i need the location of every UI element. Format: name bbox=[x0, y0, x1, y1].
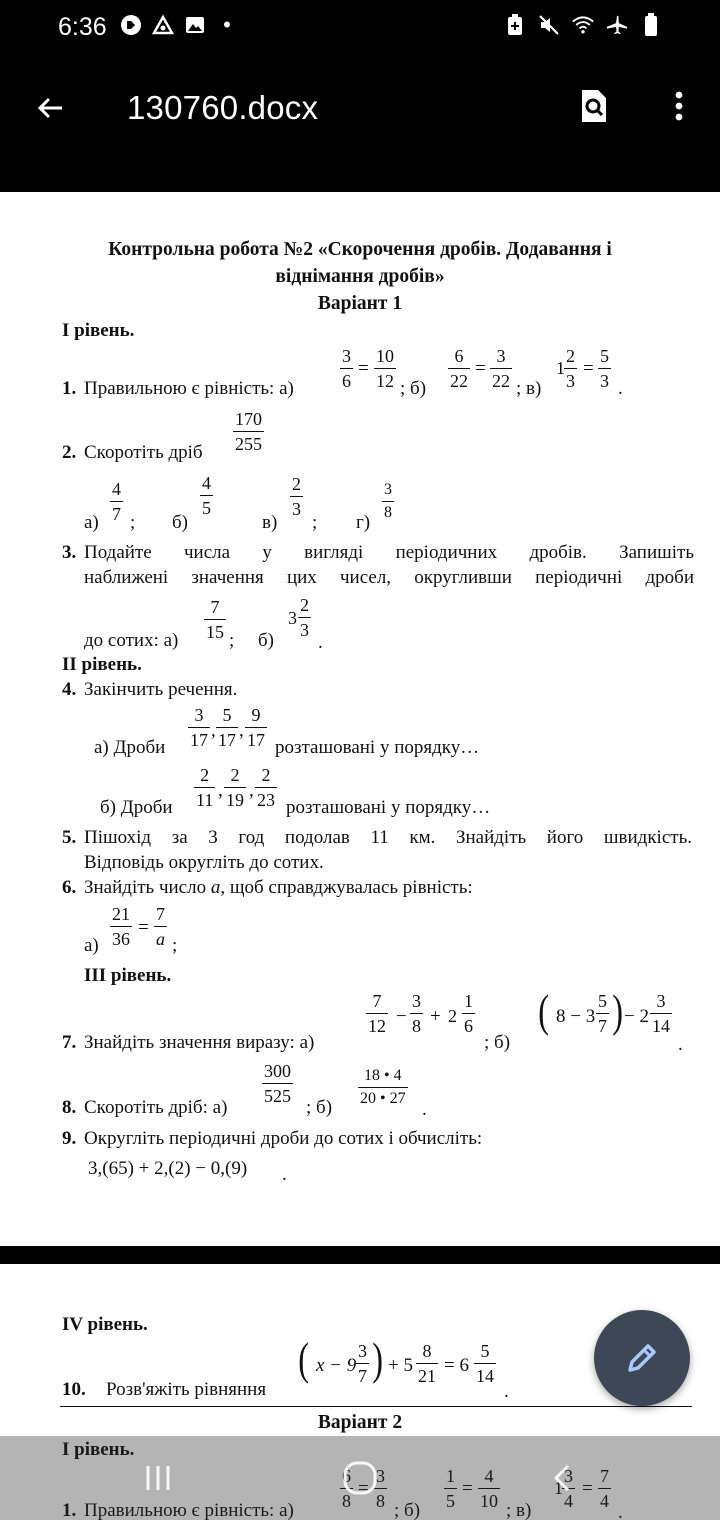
level-2-heading: ІІ рівень. bbox=[62, 654, 142, 675]
q1-sep-b: ; б) bbox=[400, 378, 427, 399]
battery-saver-icon bbox=[504, 14, 526, 36]
q10-fraction-3: $\frac{5}{14}$ bbox=[476, 1341, 494, 1386]
q10-fraction-2: $\frac{8}{21}$ bbox=[418, 1341, 436, 1386]
q4-a-comma-1: , bbox=[211, 720, 216, 741]
q6-eq: = bbox=[138, 917, 149, 938]
q10-text: Розв'яжіть рівняння bbox=[106, 1379, 267, 1400]
home-icon bbox=[340, 1458, 380, 1498]
q3-line-1: Подайте числа у вигляді періодичних дробів. Запишіть bbox=[84, 542, 694, 563]
chevron-left-icon bbox=[548, 1463, 576, 1493]
v2-level-1-heading: І рівень. bbox=[62, 1439, 135, 1460]
q8-sep: ; б) bbox=[306, 1097, 333, 1118]
battery-icon bbox=[640, 14, 662, 36]
q2-text: Скоротіть дріб bbox=[84, 442, 203, 463]
v2-q1-sep-c: ; в) bbox=[506, 1500, 532, 1521]
q2-opt-a-label: а) bbox=[84, 512, 99, 533]
q2-opt-b-label: б) bbox=[172, 512, 188, 533]
mute-icon bbox=[538, 14, 560, 36]
q4-a-fraction-1: $\frac{3}{17}$ bbox=[190, 705, 208, 750]
q7-a-fraction-3: $\frac{1}{6}$ bbox=[464, 991, 473, 1036]
app-top-bar bbox=[0, 0, 720, 192]
q4-b-end: розташовані у порядку… bbox=[286, 797, 491, 818]
q1-sep-c: ; в) bbox=[516, 378, 542, 399]
q9-expression: 3,(65) + 2,(2) − 0,(9) bbox=[88, 1158, 248, 1179]
system-navigation-bar bbox=[0, 1436, 720, 1520]
q7-text: Знайдіть значення виразу: а) bbox=[84, 1032, 315, 1053]
q7-a-whole-3: 2 bbox=[448, 1006, 457, 1026]
q1-eq-3: = bbox=[583, 358, 594, 379]
v2-q1-fraction-2: $\frac{3}{8}$ bbox=[376, 1466, 385, 1511]
q1-fraction-6: $\frac{5}{3}$ bbox=[600, 346, 609, 391]
q10-number: 10. bbox=[62, 1379, 86, 1400]
v2-q1-text: Правильною є рівність: а) bbox=[84, 1500, 294, 1521]
level-3-heading: ІІІ рівень. bbox=[84, 965, 172, 986]
q7-number: 7. bbox=[62, 1032, 77, 1053]
q7-b-inner: 8 − 3 bbox=[556, 1006, 596, 1027]
q2-opt-b-fraction: $\frac{4}{5}$ bbox=[202, 473, 211, 518]
q8-text: Скоротіть дріб: а) bbox=[84, 1097, 228, 1118]
q4-a-end: розташовані у порядку… bbox=[275, 737, 480, 758]
q1-number: 1. bbox=[62, 378, 77, 399]
v2-q1-number: 1. bbox=[62, 1500, 77, 1521]
q7-b-minus: − 2 bbox=[624, 1006, 649, 1027]
q3-fraction-b: $\frac{2}{3}$ bbox=[300, 595, 309, 640]
q4-number: 4. bbox=[62, 679, 77, 700]
v2-q1-fraction-4: $\frac{4}{10}$ bbox=[480, 1466, 498, 1511]
q8-fraction-a: $\frac{300}{525}$ bbox=[264, 1061, 291, 1106]
q4-b-fraction-2: $\frac{2}{19}$ bbox=[226, 765, 244, 810]
q9-end: . bbox=[282, 1164, 287, 1185]
v2-q1-eq-3: = bbox=[582, 1478, 593, 1499]
q10-eq: = 6 bbox=[444, 1355, 469, 1376]
q1-end: . bbox=[618, 378, 623, 399]
q2-opt-d-label: г) bbox=[356, 512, 371, 533]
doc-title-line-2: віднімання дробів» bbox=[275, 266, 445, 287]
q4-a-fraction-3: $\frac{9}{17}$ bbox=[247, 705, 265, 750]
q6-label: а) bbox=[84, 935, 99, 956]
q1-fraction-3: $\frac{6}{22}$ bbox=[450, 346, 468, 391]
v2-q1-end: . bbox=[618, 1502, 623, 1523]
q10-open-paren: ( bbox=[298, 1333, 310, 1384]
edit-fab-button[interactable] bbox=[594, 1310, 690, 1406]
q10-fraction-1: $\frac{3}{7}$ bbox=[358, 1341, 367, 1386]
q6-text: Знайдіть число a, щоб справджувалась рівність: bbox=[84, 877, 473, 898]
q10-close-paren: ) bbox=[372, 1333, 384, 1384]
nav-back-button[interactable] bbox=[540, 1456, 584, 1500]
q7-b-fraction-2: $\frac{3}{14}$ bbox=[652, 991, 670, 1036]
q1-whole-5: 1 bbox=[556, 358, 565, 378]
q3-number: 3. bbox=[62, 542, 77, 563]
q2-opt-c-fraction: $\frac{2}{3}$ bbox=[292, 474, 301, 519]
level-1-heading: І рівень. bbox=[62, 320, 135, 341]
q2-opt-d-fraction: $\frac{3}{8}$ bbox=[384, 481, 392, 521]
notification-dot: • bbox=[223, 12, 231, 37]
q9-text: Округліть періодичні дроби до сотих і обчисліть: bbox=[84, 1128, 483, 1149]
q7-sep: ; б) bbox=[484, 1032, 511, 1053]
doc-title-line-1: Контрольна робота №2 «Скорочення дробів. Додавання і bbox=[108, 239, 612, 260]
q7-b-close-paren: ) bbox=[612, 985, 624, 1036]
back-button[interactable] bbox=[30, 88, 70, 128]
q7-b-fraction-1: $\frac{5}{7}$ bbox=[598, 991, 607, 1036]
q3-sep: ; bbox=[229, 630, 235, 651]
notification-image-icon bbox=[184, 14, 206, 36]
level-4-heading: ІV рівень. bbox=[62, 1314, 148, 1335]
q1-fraction-4: $\frac{3}{22}$ bbox=[492, 346, 510, 391]
home-button[interactable] bbox=[338, 1456, 382, 1500]
v2-q1-fraction-6: $\frac{7}{4}$ bbox=[600, 1466, 609, 1511]
q2-opt-a-fraction: $\frac{4}{7}$ bbox=[112, 479, 121, 524]
q1-fraction-5: $\frac{2}{3}$ bbox=[566, 346, 575, 391]
q4-a-comma-2: , bbox=[239, 720, 244, 741]
recent-apps-icon bbox=[143, 1464, 173, 1492]
v2-q1-eq-1: = bbox=[358, 1478, 369, 1499]
document-search-icon bbox=[578, 88, 610, 124]
section-divider bbox=[60, 1406, 692, 1407]
status-left-icons bbox=[120, 14, 238, 36]
q7-a-minus: − bbox=[396, 1006, 407, 1027]
variant-1-heading: Варіант 1 bbox=[317, 293, 403, 314]
q6-number: 6. bbox=[62, 877, 77, 898]
q2-opt-c-sep: ; bbox=[312, 512, 318, 533]
q4-b-fraction-3: $\frac{2}{23}$ bbox=[257, 765, 275, 810]
notification-record-icon bbox=[120, 14, 142, 36]
more-options-button[interactable] bbox=[664, 86, 694, 126]
q7-a-fraction-1: $\frac{7}{12}$ bbox=[368, 991, 386, 1036]
q3-line-2: наближені значення цих чисел, округливши періодичні дроби bbox=[84, 567, 694, 588]
q3-line-3: до сотих: а) bbox=[84, 630, 179, 651]
q4-a-fraction-2: $\frac{5}{17}$ bbox=[218, 705, 236, 750]
q1-fraction-2: $\frac{10}{12}$ bbox=[376, 346, 394, 391]
q10-plus: + 5 bbox=[388, 1355, 413, 1376]
q7-end: . bbox=[678, 1034, 683, 1055]
q8-number: 8. bbox=[62, 1097, 77, 1118]
more-vert-icon bbox=[675, 91, 683, 121]
wifi-icon bbox=[572, 14, 594, 36]
q7-b-open-paren: ( bbox=[538, 985, 550, 1036]
v2-q1-fraction-5: $\frac{3}{4}$ bbox=[564, 1466, 573, 1511]
q4-b-fraction-1: $\frac{2}{11}$ bbox=[196, 765, 214, 810]
recent-apps-button[interactable] bbox=[136, 1456, 180, 1500]
q5-line-2: Відповідь округліть до сотих. bbox=[84, 852, 324, 873]
q10-x-term: x − 9 bbox=[316, 1355, 357, 1376]
document-page-1 bbox=[0, 192, 720, 1246]
q4-b-comma-2: , bbox=[249, 780, 254, 801]
q3-whole-b: 3 bbox=[288, 608, 297, 628]
pencil-icon bbox=[622, 1338, 662, 1378]
notification-drive-icon bbox=[152, 14, 174, 36]
q2-number: 2. bbox=[62, 442, 77, 463]
v2-q1-whole-5: 1 bbox=[554, 1478, 563, 1498]
status-right-icons bbox=[504, 14, 662, 36]
q4-b-label: б) Дроби bbox=[100, 797, 173, 818]
q6-fraction-1: $\frac{21}{36}$ bbox=[112, 904, 130, 949]
q6-end: ; bbox=[172, 935, 178, 956]
find-in-document-button[interactable] bbox=[574, 86, 614, 126]
page-separator bbox=[0, 1246, 720, 1264]
q3-fraction-a: $\frac{7}{15}$ bbox=[206, 597, 224, 642]
q7-a-plus: + bbox=[430, 1006, 441, 1027]
q4-a-label: а) Дроби bbox=[94, 737, 166, 758]
q8-end: . bbox=[422, 1099, 427, 1120]
q3-end: . bbox=[318, 632, 323, 653]
q5-number: 5. bbox=[62, 827, 77, 848]
q5-line-1: Пішохід за 3 год подолав 11 км. Знайдіть його швидкість. bbox=[84, 827, 692, 848]
v2-q1-fraction-3: $\frac{1}{5}$ bbox=[446, 1466, 455, 1511]
airplane-mode-icon bbox=[606, 14, 628, 36]
q9-number: 9. bbox=[62, 1128, 77, 1149]
q2-fraction: $\frac{170}{255}$ bbox=[235, 409, 262, 454]
q3-b-label: б) bbox=[258, 630, 274, 651]
document-title: 130760.docx bbox=[127, 89, 319, 126]
q4-b-comma-1: , bbox=[218, 780, 223, 801]
q1-fraction-1: $\frac{3}{6}$ bbox=[342, 346, 351, 391]
status-time: 6:36 bbox=[58, 13, 107, 41]
q6-fraction-2: $\frac{7}{a}$ bbox=[156, 904, 165, 949]
q7-a-fraction-2: $\frac{3}{8}$ bbox=[412, 991, 421, 1036]
arrow-back-icon bbox=[35, 93, 65, 123]
q10-end: . bbox=[504, 1381, 509, 1402]
q4-text: Закінчить речення. bbox=[84, 679, 238, 700]
v2-q1-eq-2: = bbox=[462, 1478, 473, 1499]
q1-eq-1: = bbox=[358, 358, 369, 379]
v2-q1-fraction-1: $\frac{6}{8}$ bbox=[342, 1466, 351, 1511]
q2-opt-a-sep: ; bbox=[130, 512, 136, 533]
q8-fraction-b: $\frac{18 • 4}{20 • 27}$ bbox=[360, 1067, 406, 1107]
q1-eq-2: = bbox=[475, 358, 486, 379]
q1-text: Правильною є рівність: а) bbox=[84, 378, 294, 399]
q2-opt-c-label: в) bbox=[262, 512, 278, 533]
variant-2-heading: Варіант 2 bbox=[317, 1412, 403, 1433]
v2-q1-sep-b: ; б) bbox=[394, 1500, 421, 1521]
